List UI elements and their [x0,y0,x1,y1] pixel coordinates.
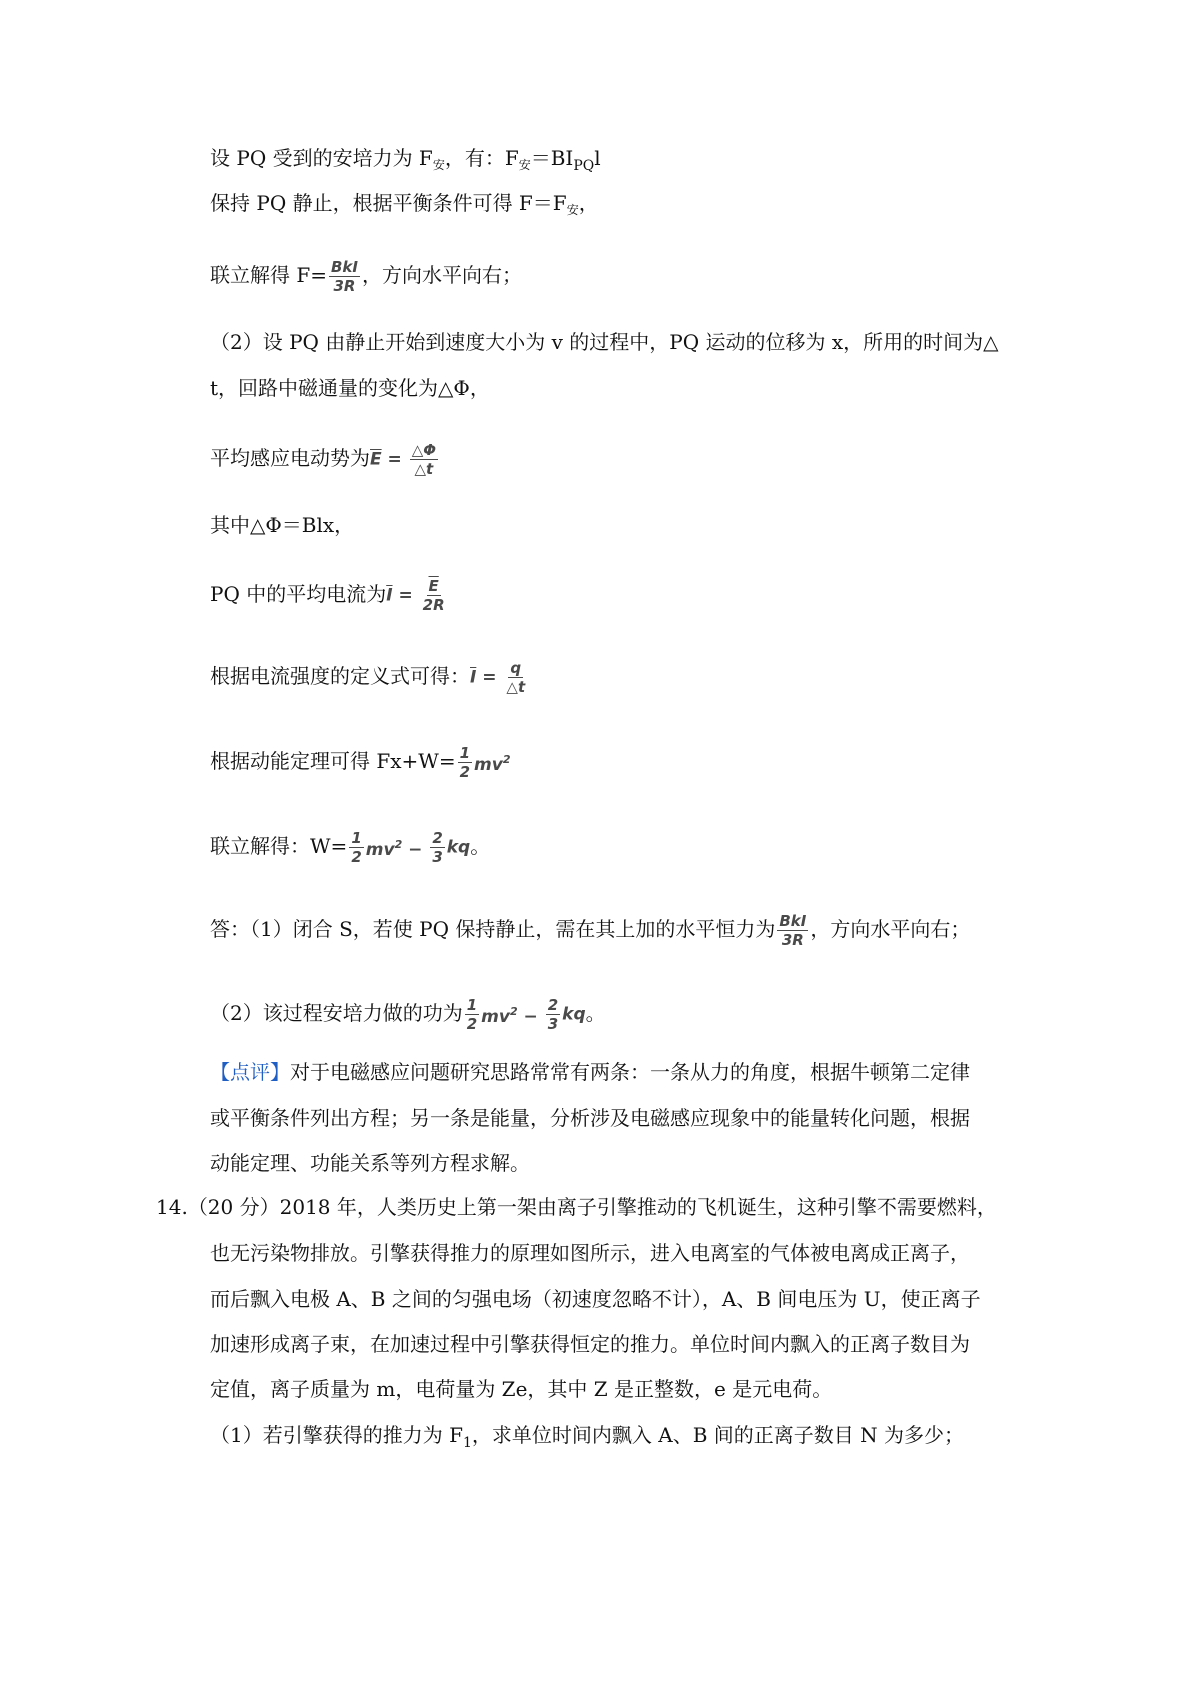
formula [366,840,429,860]
text-line-ampere-force [210,143,601,181]
denominator: 2R [422,596,445,614]
subscript: PQ [573,158,595,174]
fraction [458,745,472,780]
denominator: 3R [781,931,804,949]
fraction [504,660,527,695]
text: 其中△Φ＝Blx， [210,513,355,537]
formula: kq [562,1004,586,1025]
numerator: 2 [547,996,559,1014]
text-line-flux-expression [210,510,354,540]
text-line-comment-2 [210,1103,970,1133]
formula-operator: − [517,1007,544,1027]
text: ，有：F [444,146,519,170]
question-number: 14. [156,1195,188,1219]
fraction [410,442,438,477]
text: 设 PQ 受到的安培力为 F [210,146,433,170]
numerator: 1 [459,744,471,762]
numerator: BkI [331,258,358,276]
formula: = [476,667,503,688]
fraction [465,997,479,1032]
fraction [421,578,447,613]
formula-term: mv [365,840,395,860]
fraction [430,830,444,865]
question-14-line-4 [210,1329,970,1359]
text: （20 分）2018 年，人类历史上第一架由离子引擎推动的飞机诞生，这种引擎不需要燃料， [187,1195,997,1219]
text: 根据电流强度的定义式可得： [210,664,470,688]
text-line-solve-f [210,259,522,294]
text: 根据动能定理可得 Fx+W= [210,749,456,773]
text: 保持 PQ 静止，根据平衡条件可得 F＝F [210,191,567,215]
text-line-average-emf [210,442,440,477]
text: PQ 中的平均电流为 [210,582,387,606]
formula [474,755,510,775]
numerator: $\overline{E}$ [428,577,439,595]
formula-operator: − [402,840,429,860]
text-line-comment-1 [210,1057,970,1087]
denominator: 3 [547,1015,559,1033]
formula: kq [446,837,471,858]
fraction [777,913,808,948]
text: 对于电磁感应问题研究思路常常有两条：一条从力的角度，根据牛顿第二定律 [290,1060,970,1084]
text: 。 [585,1001,606,1025]
text-line-flux-change [210,373,490,403]
text: 联立解得：W= [210,834,348,858]
formula: = [392,585,419,606]
text-line-answer-1 [210,913,970,948]
numerator: 1 [466,996,478,1014]
text: 或平衡条件列出方程；另一条是能量，分析涉及电磁感应现象中的能量转化问题，根据 [210,1106,970,1130]
text: ，方向水平向右； [362,263,522,287]
subscript: 安 [432,158,445,172]
formula [481,1007,544,1027]
denominator: 2 [459,763,471,781]
fraction [349,830,363,865]
subscript: 1 [462,1435,472,1451]
text-line-answer-2 [210,997,606,1032]
denominator: △t [414,460,434,478]
fraction [546,997,560,1032]
question-14-line-5 [210,1374,832,1404]
text-line-part2-setup [210,327,999,357]
comment-tag: 【点评】 [210,1060,290,1084]
text: 平均感应电动势为 [210,446,370,470]
numerator: 1 [351,829,362,847]
fraction [329,259,360,294]
denominator: 2 [466,1015,478,1033]
denominator: △t [506,678,526,696]
formula: = [381,449,408,470]
text: ，方向水平向右； [810,917,971,941]
text-line-comment-3 [210,1148,530,1178]
question-14-line-3 [210,1284,981,1314]
text-line-equilibrium [210,188,599,225]
numerator: △Φ [411,441,437,459]
question-14-line-1 [156,1192,997,1222]
superscript: 2 [502,753,511,766]
text-line-solve-w [210,830,490,865]
formula: $\overline{E}$ [370,449,382,470]
text: l [594,146,601,170]
text: ＝BI [530,146,574,170]
numerator: q [510,659,522,677]
text: ，求单位时间内飘入 A、B 间的正离子数目 N 为多少； [471,1423,964,1447]
denominator: 2 [351,848,362,866]
subscript: 安 [566,203,579,217]
text-line-work-energy-theorem [210,745,510,780]
text: （1）若引擎获得的推力为 F [210,1423,463,1447]
text: t，回路中磁通量的变化为△Φ， [210,376,490,400]
text: （2）该过程安培力做的功为 [210,1001,463,1025]
numerator: 2 [432,829,443,847]
text: 联立解得 F= [210,263,327,287]
subscript: 安 [518,158,531,172]
formula: $\overline{I}$ [470,667,477,688]
question-14-line-2 [210,1238,970,1268]
text-line-average-current [210,578,449,613]
text: 定值，离子质量为 m，电荷量为 Ze，其中 Z 是正整数，e 是元电荷。 [210,1377,833,1401]
text: 而后飘入电极 A、B 之间的匀强电场（初速度忽略不计），A、B 间电压为 U，使正离子 [210,1287,981,1311]
text: 动能定理、功能关系等列方程求解。 [210,1151,530,1175]
denominator: 3 [432,848,443,866]
text: ， [578,191,599,215]
text: 加速形成离子束，在加速过程中引擎获得恒定的推力。单位时间内飘入的正离子数目为 [210,1332,970,1356]
superscript: 2 [509,1005,518,1018]
text-line-current-definition [210,660,529,695]
question-14-line-6 [210,1420,964,1458]
formula: $\overline{I}$ [386,585,393,606]
text: 。 [470,834,491,858]
text: 也无污染物排放。引擎获得推力的原理如图所示，进入电离室的气体被电离成正离子， [210,1241,970,1265]
formula-term: mv [474,755,503,775]
superscript: 2 [394,838,403,851]
text: 答：（1）闭合 S，若使 PQ 保持静止，需在其上加的水平恒力为 [210,917,776,941]
text: （2）设 PQ 由静止开始到速度大小为 v 的过程中，PQ 运动的位移为 x，所用的时间为△ [210,330,999,354]
numerator: BkI [779,912,807,930]
formula-term: mv [481,1007,510,1027]
denominator: 3R [333,277,356,295]
